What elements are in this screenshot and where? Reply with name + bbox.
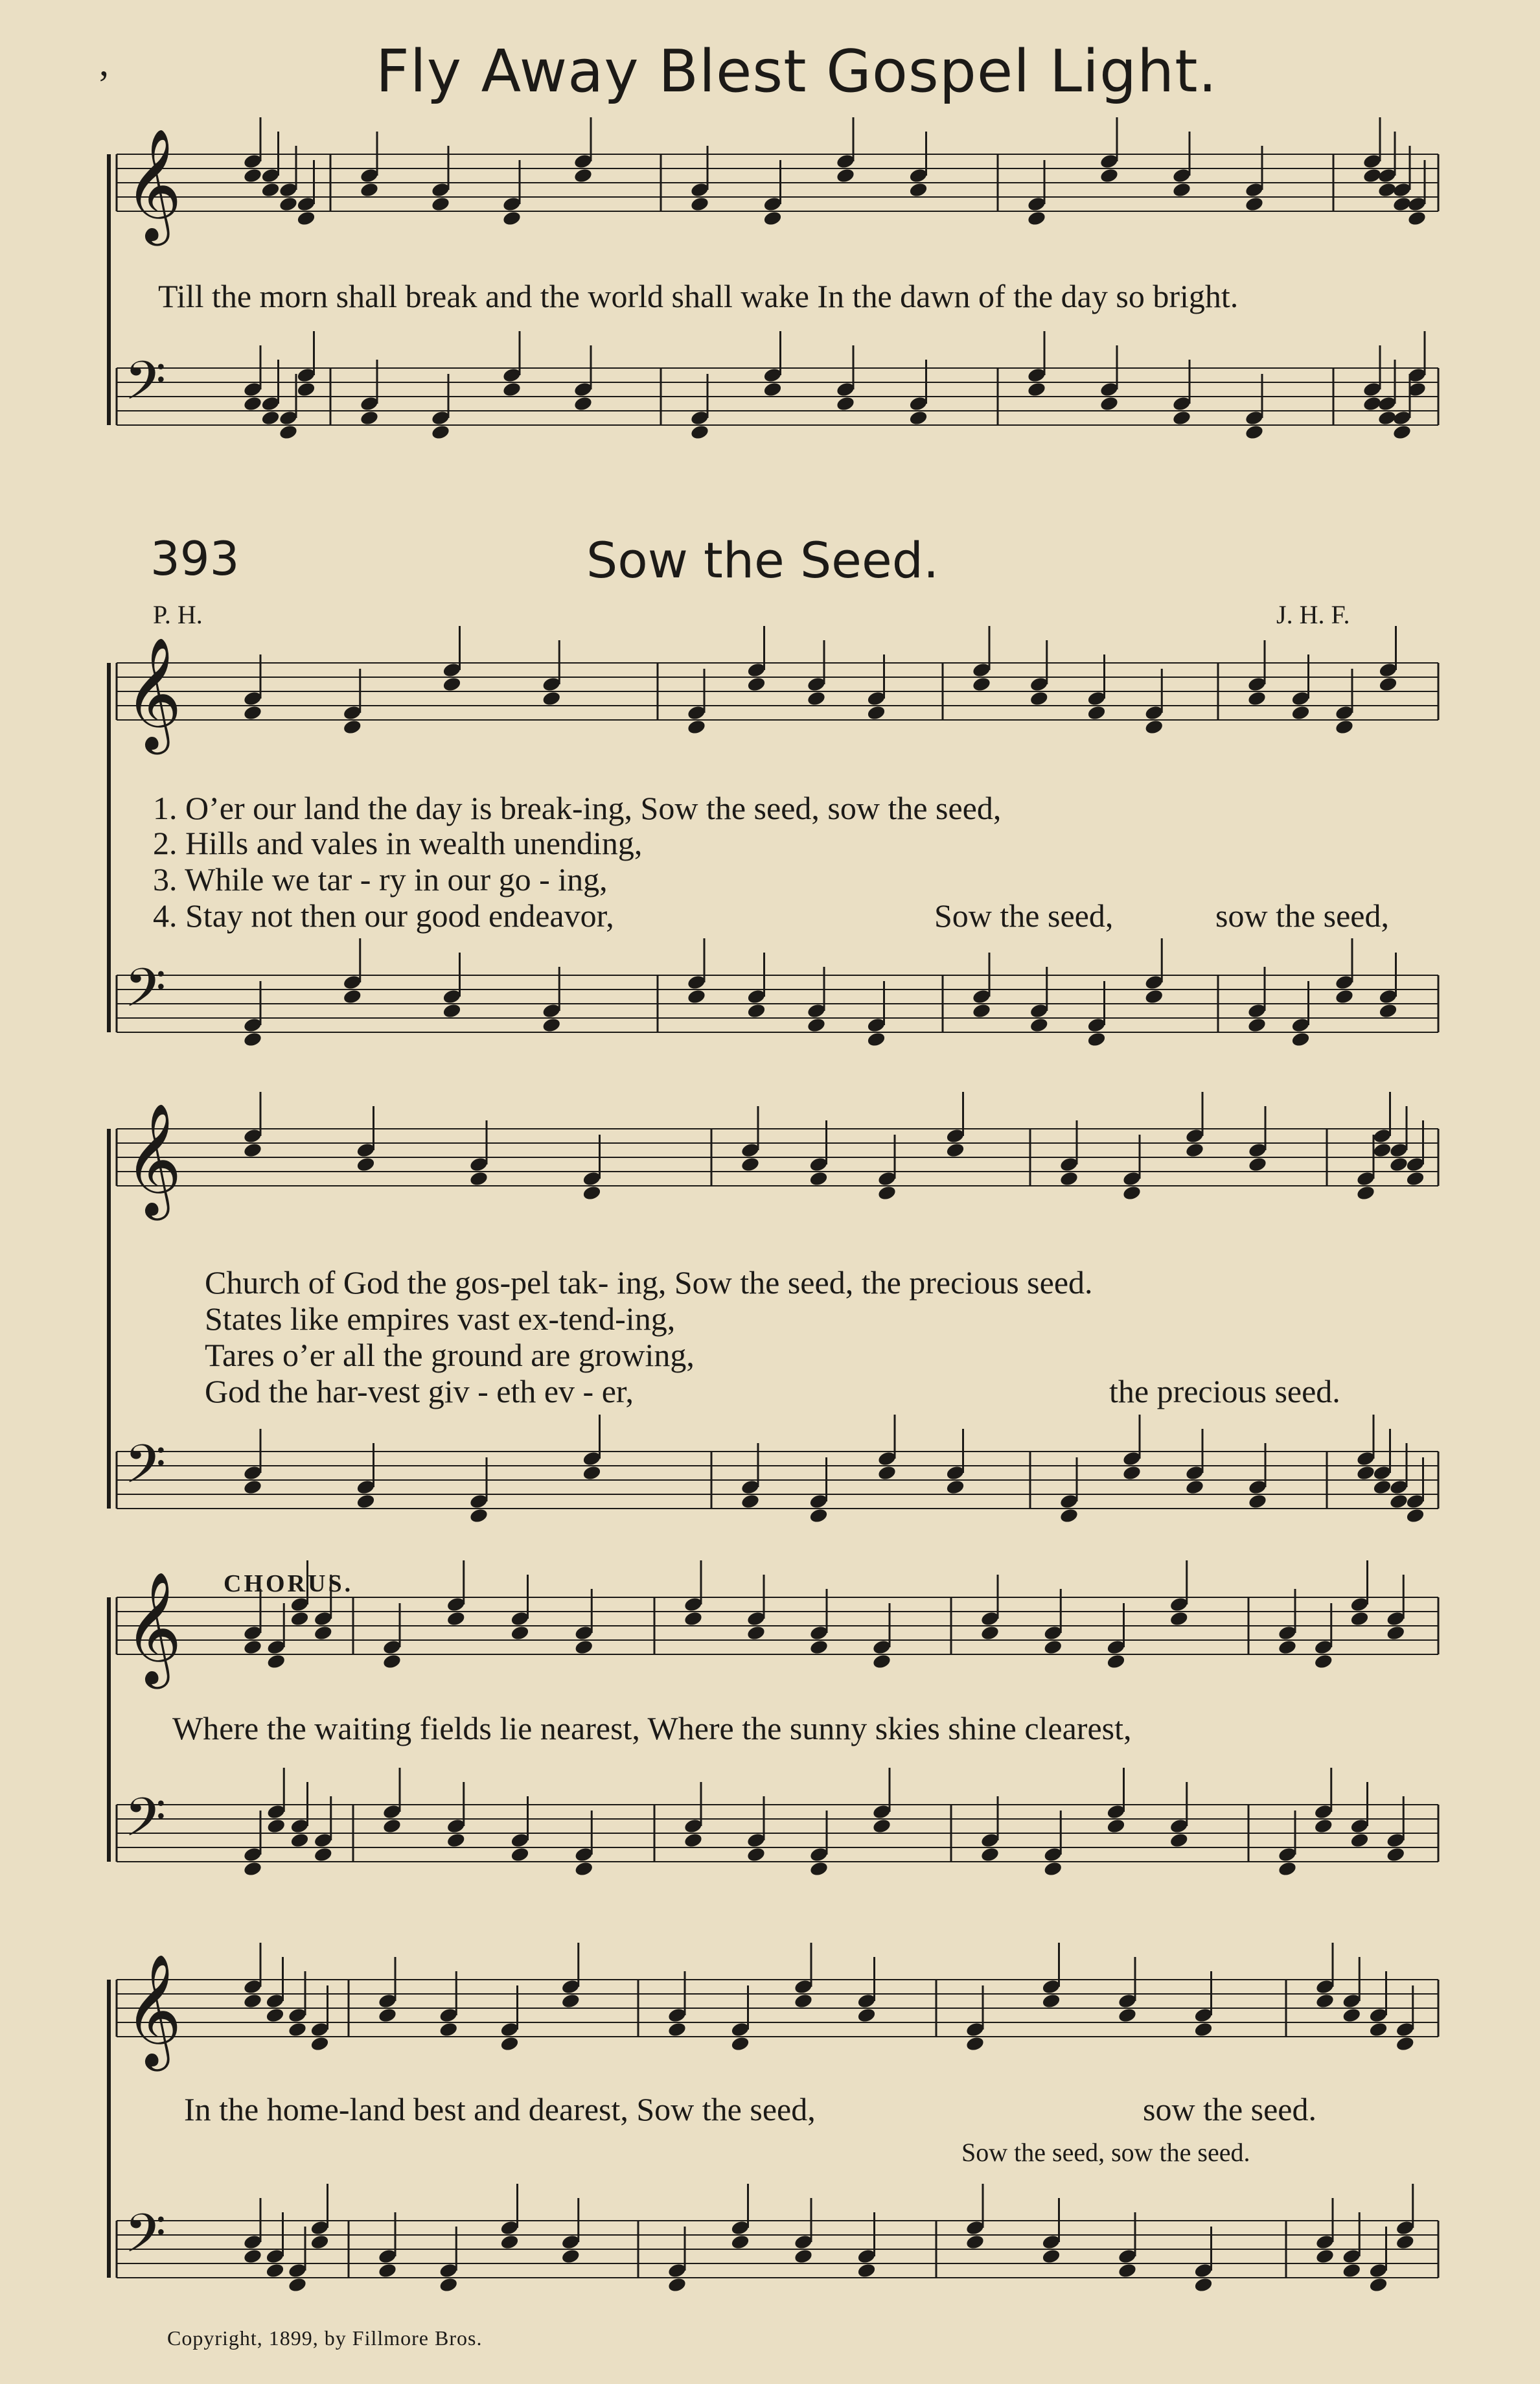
- note-head: [1395, 2035, 1415, 2052]
- note-head: [279, 424, 299, 441]
- words-credit: P. H.: [153, 600, 203, 629]
- note-head: [1059, 1170, 1079, 1187]
- chorus-line-2b: sow the seed.: [1143, 2091, 1316, 2127]
- note-head: [542, 1017, 562, 1034]
- note-head: [1395, 2234, 1415, 2251]
- note-head: [746, 1846, 766, 1863]
- note-head: [360, 410, 380, 426]
- bass-clef: 𝄢: [124, 1786, 167, 1862]
- note-head: [500, 2035, 520, 2052]
- note-head: [856, 2262, 877, 2279]
- note-head: [1313, 1818, 1333, 1834]
- note-head: [1405, 1170, 1425, 1187]
- treble-clef: 𝄞: [124, 128, 182, 241]
- note-head: [1335, 988, 1355, 1005]
- note-head: [439, 2276, 459, 2293]
- chorus-line-2a: In the home-land best and dearest, Sow the seed,: [184, 2091, 816, 2127]
- note-head: [1059, 1507, 1079, 1524]
- note-head: [877, 1464, 897, 1481]
- note-head: [1169, 1610, 1189, 1627]
- note-head: [573, 395, 593, 412]
- note-head: [1350, 1832, 1370, 1849]
- note-head: [266, 1818, 286, 1834]
- note-head: [1291, 1031, 1311, 1048]
- note-head: [1368, 2021, 1388, 2038]
- note-head: [1378, 676, 1398, 693]
- note-head: [972, 676, 992, 693]
- previous-hymn-lyric: Till the morn shall break and the world shall wake In the dawn of the day so bright.: [158, 278, 1239, 314]
- note-head: [1342, 2007, 1362, 2024]
- note-head: [809, 1860, 829, 1877]
- note-head: [342, 719, 362, 735]
- note-head: [574, 1639, 594, 1656]
- note-head: [908, 410, 928, 426]
- note-head: [500, 2234, 520, 2251]
- note-head: [469, 1170, 489, 1187]
- note-head: [1118, 2262, 1138, 2279]
- note-head: [1106, 1653, 1126, 1670]
- note-head: [1193, 2276, 1213, 2293]
- note-head: [730, 2035, 750, 2052]
- note-head: [279, 196, 299, 213]
- note-head: [469, 1507, 489, 1524]
- note-head: [1245, 196, 1265, 213]
- note-head: [1144, 988, 1164, 1005]
- chorus-echo: Sow the seed, sow the seed.: [961, 2138, 1250, 2167]
- note-head: [290, 1832, 310, 1849]
- verse-3-line-1: 3. While we tar - ry in our go - ing,: [153, 861, 608, 897]
- note-head: [746, 1625, 766, 1641]
- note-head: [243, 395, 263, 412]
- note-head: [1386, 1846, 1406, 1863]
- note-head: [667, 2276, 687, 2293]
- note-head: [1029, 1017, 1049, 1034]
- note-head: [243, 704, 263, 721]
- note-head: [1193, 2021, 1213, 2038]
- note-head: [310, 2035, 330, 2052]
- verse-4-refrain-a: Sow the seed,: [934, 897, 1114, 934]
- note-head: [313, 1846, 333, 1863]
- note-head: [296, 381, 316, 398]
- hymn-title: Sow the Seed.: [586, 531, 939, 589]
- note-head: [1386, 1625, 1406, 1641]
- note-head: [980, 1625, 1000, 1641]
- verse-4-line-1: 4. Stay not then our good endeavor,: [153, 897, 614, 934]
- verse-4-refrain-b: sow the seed,: [1215, 897, 1389, 934]
- note-head: [446, 1610, 466, 1627]
- note-head: [265, 2262, 285, 2279]
- note-head: [310, 2234, 330, 2251]
- note-head: [360, 181, 380, 198]
- treble-clef: 𝄞: [124, 1103, 182, 1216]
- note-head: [1356, 1464, 1376, 1481]
- verse-2-line-1: 2. Hills and vales in wealth unending,: [153, 825, 643, 861]
- note-head: [1372, 1142, 1392, 1159]
- note-head: [809, 1507, 829, 1524]
- treble-clef: 𝄞: [124, 637, 182, 750]
- note-head: [687, 988, 707, 1005]
- note-head: [573, 167, 593, 184]
- note-head: [872, 1818, 892, 1834]
- note-head: [763, 381, 783, 398]
- note-head: [439, 2021, 459, 2038]
- note-head: [1169, 1832, 1189, 1849]
- note-head: [836, 167, 856, 184]
- note-head: [1248, 1156, 1268, 1173]
- note-head: [1389, 1156, 1409, 1173]
- note-head: [690, 196, 710, 213]
- note-head: [877, 1185, 897, 1201]
- verse-1-line-1: 1. O’er our land the day is break-ing, Sow the seed, sow the seed,: [153, 790, 1002, 826]
- note-head: [684, 1832, 704, 1849]
- music-credit: J. H. F.: [1276, 600, 1350, 629]
- note-head: [1185, 1479, 1205, 1496]
- bass-clef: 𝄢: [124, 1433, 167, 1509]
- note-head: [1122, 1185, 1142, 1201]
- note-head: [807, 1017, 827, 1034]
- note-head: [866, 1031, 886, 1048]
- note-head: [1315, 1993, 1335, 2009]
- note-head: [1405, 1507, 1425, 1524]
- note-head: [1086, 1031, 1107, 1048]
- note-head: [260, 181, 281, 198]
- note-head: [446, 1832, 466, 1849]
- bass-clef: 𝄢: [124, 2202, 167, 2278]
- note-head: [1122, 1464, 1142, 1481]
- note-head: [1278, 1860, 1298, 1877]
- note-head: [243, 1031, 263, 1048]
- verse-2-line-2: States like empires vast ex-tend-ing,: [205, 1301, 676, 1337]
- note-head: [243, 2248, 263, 2265]
- note-head: [1043, 1860, 1063, 1877]
- note-head: [1362, 395, 1383, 412]
- note-head: [266, 1653, 286, 1670]
- note-head: [687, 719, 707, 735]
- note-head: [809, 1170, 829, 1187]
- note-head: [667, 2021, 687, 2038]
- note-head: [763, 210, 783, 227]
- note-head: [510, 1625, 530, 1641]
- hymn-number: 393: [150, 531, 240, 586]
- note-head: [807, 690, 827, 707]
- note-head: [1377, 410, 1397, 426]
- note-head: [1378, 1002, 1398, 1019]
- note-head: [794, 2248, 814, 2265]
- note-head: [1248, 1493, 1268, 1510]
- note-head: [431, 424, 451, 441]
- note-head: [243, 1639, 263, 1656]
- note-head: [356, 1493, 376, 1510]
- note-head: [574, 1860, 594, 1877]
- note-head: [542, 690, 562, 707]
- note-head: [1392, 196, 1412, 213]
- note-head: [684, 1610, 704, 1627]
- bass-clef: 𝄢: [124, 956, 167, 1032]
- note-head: [296, 210, 316, 227]
- chorus-label: CHORUS.: [224, 1570, 354, 1597]
- note-head: [1099, 167, 1120, 184]
- verse-4-line-2: God the har-vest giv - eth ev - er,: [205, 1373, 634, 1409]
- note-head: [560, 1993, 580, 2009]
- note-head: [243, 1142, 263, 1159]
- note-head: [1118, 2007, 1138, 2024]
- note-head: [288, 2276, 308, 2293]
- note-head: [746, 1002, 766, 1019]
- verse-3-line-2: Tares o’er all the ground are growing,: [205, 1337, 695, 1373]
- note-head: [243, 1860, 263, 1877]
- note-head: [1099, 395, 1120, 412]
- note-head: [836, 395, 856, 412]
- note-head: [856, 2007, 877, 2024]
- note-head: [1172, 181, 1192, 198]
- note-head: [1377, 181, 1397, 198]
- note-head: [1335, 719, 1355, 735]
- note-head: [1041, 1993, 1061, 2009]
- note-head: [1350, 1610, 1370, 1627]
- note-head: [1172, 410, 1192, 426]
- previous-hymn-title: Fly Away Blest Gospel Light.: [376, 38, 1218, 106]
- note-head: [980, 1846, 1000, 1863]
- note-head: [1043, 1639, 1063, 1656]
- note-head: [1041, 2248, 1061, 2265]
- copyright-notice: Copyright, 1899, by Fillmore Bros.: [167, 2326, 483, 2350]
- note-head: [1086, 704, 1107, 721]
- treble-clef: 𝄞: [124, 1954, 182, 2066]
- note-head: [510, 1846, 530, 1863]
- note-head: [1106, 1818, 1126, 1834]
- note-head: [872, 1653, 892, 1670]
- note-head: [378, 2262, 398, 2279]
- note-head: [965, 2234, 985, 2251]
- note-head: [582, 1185, 602, 1201]
- note-head: [582, 1464, 602, 1481]
- note-head: [1372, 1479, 1392, 1496]
- chorus-line-1: Where the waiting fields lie nearest, Where the sunny skies shine clearest,: [172, 1710, 1132, 1746]
- note-head: [243, 167, 263, 184]
- note-head: [965, 2035, 985, 2052]
- note-head: [260, 410, 281, 426]
- note-head: [690, 424, 710, 441]
- note-head: [1407, 210, 1427, 227]
- verse-1-line-2: Church of God the gos-pel tak- ing, Sow the seed, the precious seed.: [205, 1264, 1093, 1301]
- note-head: [1245, 424, 1265, 441]
- note-head: [1392, 424, 1412, 441]
- note-head: [866, 704, 886, 721]
- note-head: [1027, 210, 1047, 227]
- treble-clef: 𝄞: [124, 1571, 182, 1684]
- note-head: [431, 196, 451, 213]
- note-head: [1389, 1493, 1409, 1510]
- note-head: [382, 1818, 402, 1834]
- note-head: [794, 1993, 814, 2009]
- note-head: [730, 2234, 750, 2251]
- note-head: [1313, 1653, 1333, 1670]
- note-head: [945, 1479, 965, 1496]
- note-head: [560, 2248, 580, 2265]
- note-head: [1144, 719, 1164, 735]
- note-head: [243, 1993, 263, 2009]
- note-head: [502, 381, 522, 398]
- note-head: [290, 1610, 310, 1627]
- note-head: [442, 676, 462, 693]
- note-head: [243, 1479, 263, 1496]
- note-head: [741, 1156, 761, 1173]
- page-marker: ’: [97, 63, 110, 106]
- note-head: [908, 181, 928, 198]
- verse-4-end: the precious seed.: [1109, 1373, 1340, 1409]
- note-head: [313, 1625, 333, 1641]
- note-head: [1315, 2248, 1335, 2265]
- note-head: [1278, 1639, 1298, 1656]
- note-head: [945, 1142, 965, 1159]
- note-head: [442, 1002, 462, 1019]
- note-head: [1185, 1142, 1205, 1159]
- note-head: [741, 1493, 761, 1510]
- note-head: [1029, 690, 1049, 707]
- note-head: [356, 1156, 376, 1173]
- note-head: [972, 1002, 992, 1019]
- note-head: [378, 2007, 398, 2024]
- note-head: [1356, 1185, 1376, 1201]
- note-head: [1027, 381, 1047, 398]
- note-head: [1362, 167, 1383, 184]
- note-head: [502, 210, 522, 227]
- note-head: [1342, 2262, 1362, 2279]
- note-head: [382, 1653, 402, 1670]
- bass-clef: 𝄢: [124, 349, 167, 425]
- note-head: [809, 1639, 829, 1656]
- note-head: [1368, 2276, 1388, 2293]
- note-head: [288, 2021, 308, 2038]
- note-head: [342, 988, 362, 1005]
- note-head: [1247, 690, 1267, 707]
- note-head: [746, 676, 766, 693]
- note-head: [1247, 1017, 1267, 1034]
- note-head: [265, 2007, 285, 2024]
- note-head: [1291, 704, 1311, 721]
